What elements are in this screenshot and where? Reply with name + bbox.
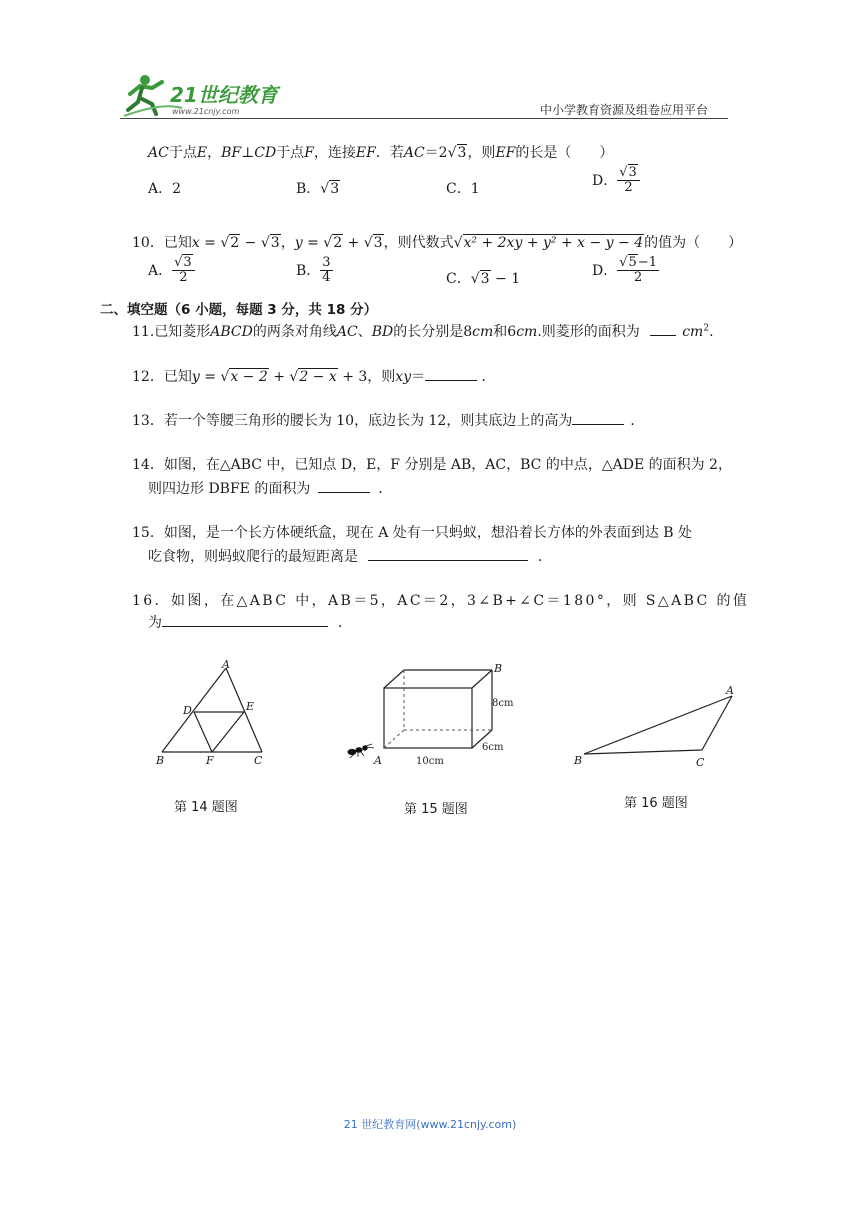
q9-option-b: B．√3 bbox=[296, 181, 340, 197]
fig15-height-label: 8cm bbox=[492, 698, 514, 709]
fig14-label-b: B bbox=[156, 754, 165, 767]
fig14-label-c: C bbox=[254, 754, 263, 767]
fig14-segment-df bbox=[194, 712, 212, 752]
q13-answer-blank[interactable] bbox=[572, 412, 624, 425]
q10-option-b: B． $\frac{3}{4}$ bbox=[296, 255, 331, 286]
footer-link[interactable]: 21 世纪教育网(www.21cnjy.com) bbox=[343, 1118, 517, 1131]
figure-16-triangle bbox=[566, 680, 746, 772]
site-tagline: 中小学教育资源及组卷应用平台 bbox=[540, 103, 709, 117]
fig16-label-a: A bbox=[726, 684, 734, 697]
q15-line2: 吃食物，则蚂蚁爬行的最短距离是 ． bbox=[148, 549, 552, 565]
figure-15-box bbox=[338, 660, 528, 772]
q10-option-c: C．√3 − 1 bbox=[446, 271, 521, 287]
fig16-label-b: B bbox=[574, 754, 583, 767]
logo-url-text: www.21cnjy.com bbox=[172, 107, 240, 116]
q9-stem: AC于点E，BF⊥CD于点F，连接EF．若AC＝2√3，则EF的长是（ ） bbox=[148, 145, 614, 161]
ant-icon bbox=[348, 744, 374, 758]
q10-option-a: A． $\frac{√3}{2}$ bbox=[148, 256, 195, 286]
q16-answer-blank[interactable] bbox=[162, 614, 328, 627]
q15-line1: 15．如图，是一个长方体硬纸盒，现在 A 处有一只蚂蚁，想沿着长方体的外表面到达 B 处 bbox=[132, 525, 693, 541]
fig16-side-ca bbox=[702, 696, 732, 750]
fig15-label-a: A bbox=[374, 754, 382, 767]
fig14-side-ab bbox=[162, 668, 226, 752]
q16-line2: 为 ． bbox=[148, 615, 352, 631]
fig16-label-c: C bbox=[696, 756, 705, 769]
fig14-label-a: A bbox=[222, 660, 230, 671]
q13-stem: 13．若一个等腰三角形的腰长为 10，底边长为 12，则其底边上的高为 ． bbox=[132, 413, 645, 429]
q12-stem: 12．已知y = √x − 2 + √2 − x + 3，则xy＝ ． bbox=[132, 369, 496, 385]
fig14-segment-ef bbox=[212, 712, 244, 752]
q11-stem: 11.已知菱形ABCD的两条对角线AC、BD的长分别是8cm和6cm.则菱形的面积为 $cm^2$. bbox=[132, 323, 714, 340]
fig14-label-e: E bbox=[246, 700, 255, 713]
figure-16-caption: 第 16 题图 bbox=[624, 796, 688, 811]
header-divider bbox=[120, 118, 728, 119]
q16-line1: 16．如图，在△ABC 中，AB＝5，AC＝2，3∠B+∠C＝180°，则 S△ABC 的值 bbox=[132, 593, 750, 609]
q12-answer-blank[interactable] bbox=[425, 368, 477, 381]
fig14-side-ac bbox=[226, 668, 262, 752]
q10-option-d: D． $\frac{√5-1}{2}$ bbox=[592, 255, 657, 286]
q9-option-a: A．2 bbox=[148, 181, 182, 197]
section-fill-blank-title: 二、填空题（6 小题，每题 3 分，共 18 分） bbox=[100, 302, 378, 318]
fig15-width-label: 6cm bbox=[482, 742, 504, 753]
logo-text: 21世纪教育 bbox=[170, 83, 278, 107]
figure-14-triangle bbox=[150, 660, 274, 772]
brand-logo bbox=[122, 72, 297, 118]
q14-answer-blank[interactable] bbox=[318, 480, 370, 493]
q9-option-c: C．1 bbox=[446, 181, 480, 197]
q14-line1: 14．如图，在△ABC 中，已知点 D，E，F 分别是 AB，AC，BC 的中点，△ADE 的面积为 2， bbox=[132, 457, 732, 473]
figure-14-caption: 第 14 题图 bbox=[174, 800, 238, 815]
q15-answer-blank[interactable] bbox=[368, 548, 528, 561]
fig15-front-face bbox=[384, 688, 472, 748]
q9-option-d: D． $\frac{√3}{2}$ bbox=[592, 166, 640, 196]
q11-answer-blank[interactable] bbox=[650, 323, 676, 336]
fig16-side-ab bbox=[584, 696, 732, 754]
q10-stem: 10．已知x = √2 − √3，y = √2 + √3，则代数式√x² + 2xy + y² + x − y − 4的值为（ ） bbox=[132, 235, 743, 251]
fig14-label-f: F bbox=[206, 754, 214, 767]
fig15-length-label: 10cm bbox=[416, 756, 444, 767]
figure-15-caption: 第 15 题图 bbox=[404, 802, 468, 817]
fig14-label-d: D bbox=[183, 704, 192, 717]
fig16-side-bc bbox=[584, 750, 702, 754]
fig15-label-b: B bbox=[494, 662, 503, 675]
q14-line2: 则四边形 DBFE 的面积为 ． bbox=[148, 481, 393, 497]
